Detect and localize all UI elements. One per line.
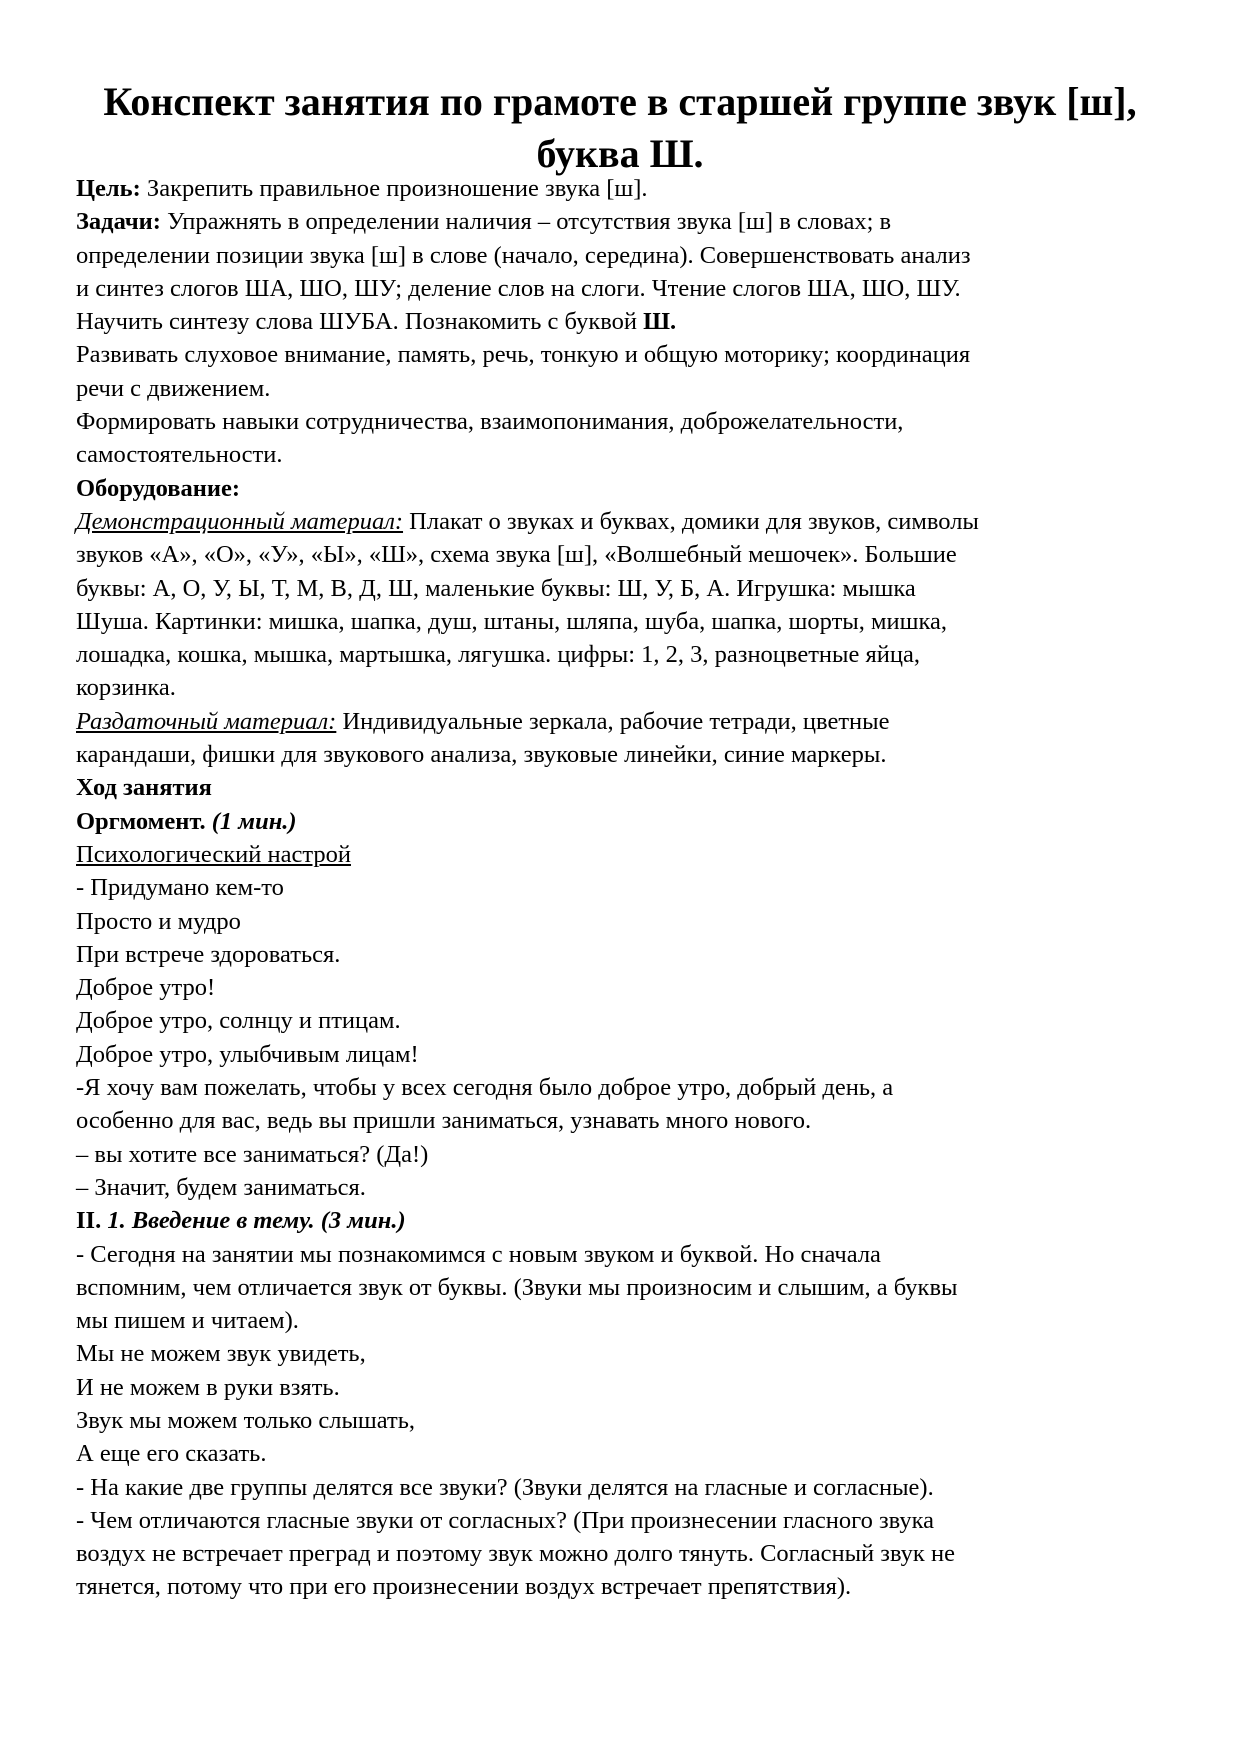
tasks-line-3: и синтез слогов ША, ШО, ШУ; деление слов на слоги. Чтение слогов ША, ШО, ШУ. bbox=[76, 274, 961, 302]
course-line: При встрече здороваться. bbox=[76, 940, 341, 968]
tasks-line-8: самостоятельности. bbox=[76, 441, 283, 469]
tasks-line-2: определении позиции звука [ш] в слове (начало, середина). Совершенствовать анализ bbox=[76, 241, 971, 269]
demo-line-2: звуков «А», «О», «У», «Ы», «Ш», схема звука [ш], «Волшебный мешочек». Большие bbox=[76, 541, 957, 569]
goal-text: Закрепить правильное произношение звука [ш]. bbox=[140, 175, 648, 202]
tasks-line-4: Научить синтезу слова ШУБА. Познакомить с буквой Ш. bbox=[76, 308, 677, 336]
section-2-line: вспомним, чем отличается звук от буквы. (Звуки мы произносим и слышим, а буквы bbox=[76, 1273, 958, 1301]
section-2-line: Мы не можем звук увидеть, bbox=[76, 1340, 366, 1368]
course-line: Доброе утро! bbox=[76, 974, 216, 1002]
document-title bbox=[60, 76, 1180, 180]
section-2-line: мы пишем и читаем). bbox=[76, 1307, 299, 1335]
course-line: – вы хотите все заниматься? (Да!) bbox=[76, 1140, 429, 1168]
handout-line-1: Раздаточный материал: Индивидуальные зеркала, рабочие тетради, цветные bbox=[76, 707, 890, 735]
goal-label: Цель: bbox=[76, 175, 141, 202]
demo-line-4: Шуша. Картинки: мишка, шапка, душ, штаны, шляпа, шуба, шапка, шорты, мишка, bbox=[76, 607, 948, 635]
handout-line-2: карандаши, фишки для звукового анализа, звуковые линейки, синие маркеры. bbox=[76, 741, 887, 769]
section-2-heading: II. 1. Введение в тему. (3 мин.) bbox=[76, 1207, 406, 1235]
course-line: Доброе утро, солнцу и птицам. bbox=[76, 1007, 401, 1035]
section-2-line: - На какие две группы делятся все звуки? (Звуки делятся на гласные и согласные). bbox=[76, 1473, 934, 1501]
course-line: особенно для вас, ведь вы пришли заниматься, узнавать много нового. bbox=[76, 1107, 812, 1135]
tasks-line-5: Развивать слуховое внимание, память, речь, тонкую и общую моторику; координация bbox=[76, 341, 971, 369]
course-line: Просто и мудро bbox=[76, 907, 241, 935]
section-2-line: И не можем в руки взять. bbox=[76, 1373, 340, 1401]
course-line: - Придумано кем-то bbox=[76, 874, 284, 902]
section-2-line: - Чем отличаются гласные звуки от согласных? (При произнесении гласного звука bbox=[76, 1506, 935, 1534]
section-2-line: А еще его сказать. bbox=[76, 1440, 267, 1468]
section-2-line: - Сегодня на занятии мы познакомимся с новым звуком и буквой. Но сначала bbox=[76, 1240, 881, 1268]
equipment-heading: Оборудование: bbox=[76, 474, 241, 502]
orgmoment-heading: Оргмомент. (1 мин.) bbox=[76, 807, 297, 835]
course-line: Доброе утро, улыбчивым лицам! bbox=[76, 1040, 419, 1068]
demo-material-label: Демонстрационный материал: bbox=[76, 507, 404, 535]
section-numeral: II. bbox=[76, 1207, 102, 1235]
document-body bbox=[76, 172, 1186, 1604]
goal-paragraph bbox=[76, 172, 1186, 205]
section-2-line: воздух не встречает преград и поэтому звук можно долго тянуть. Согласный звук не bbox=[76, 1540, 955, 1568]
tasks-line-7: Формировать навыки сотрудничества, взаимопонимания, доброжелательности, bbox=[76, 408, 904, 436]
demo-line-3: буквы: А, О, У, Ы, Т, М, В, Д, Ш, маленькие буквы: Ш, У, Б, А. Игрушка: мышка bbox=[76, 574, 916, 602]
handout-material-label: Раздаточный материал: bbox=[76, 707, 337, 735]
course-line: – Значит, будем заниматься. bbox=[76, 1173, 366, 1201]
section-2-line: Звук мы можем только слышать, bbox=[76, 1406, 416, 1434]
section-2-line: тянется, потому что при его произнесении воздух встречает препятствия). bbox=[76, 1573, 852, 1601]
demo-line-5: лошадка, кошка, мышка, мартышка, лягушка. цифры: 1, 2, 3, разноцветные яйца, bbox=[76, 641, 920, 669]
demo-line-1: Демонстрационный материал: Плакат о звуках и буквах, домики для звуков, символы bbox=[76, 507, 979, 535]
course-line: -Я хочу вам пожелать, чтобы у всех сегодня было доброе утро, добрый день, а bbox=[76, 1074, 894, 1102]
tasks-line-1: Задачи: Упражнять в определении наличия – отсутствия звука [ш] в словах; в bbox=[76, 208, 892, 236]
letter-sh-bold: Ш. bbox=[643, 308, 677, 336]
mood-heading: Психологический настрой bbox=[76, 840, 351, 868]
demo-line-6: корзинка. bbox=[76, 674, 176, 702]
title-line-1: Конспект занятия по грамоте в старшей группе звук [ш], bbox=[103, 79, 1137, 124]
tasks-label: Задачи: bbox=[76, 208, 161, 236]
tasks-line-6: речи с движением. bbox=[76, 374, 271, 402]
course-heading: Ход занятия bbox=[76, 774, 212, 802]
title-line-2: буква Ш. bbox=[536, 131, 704, 176]
